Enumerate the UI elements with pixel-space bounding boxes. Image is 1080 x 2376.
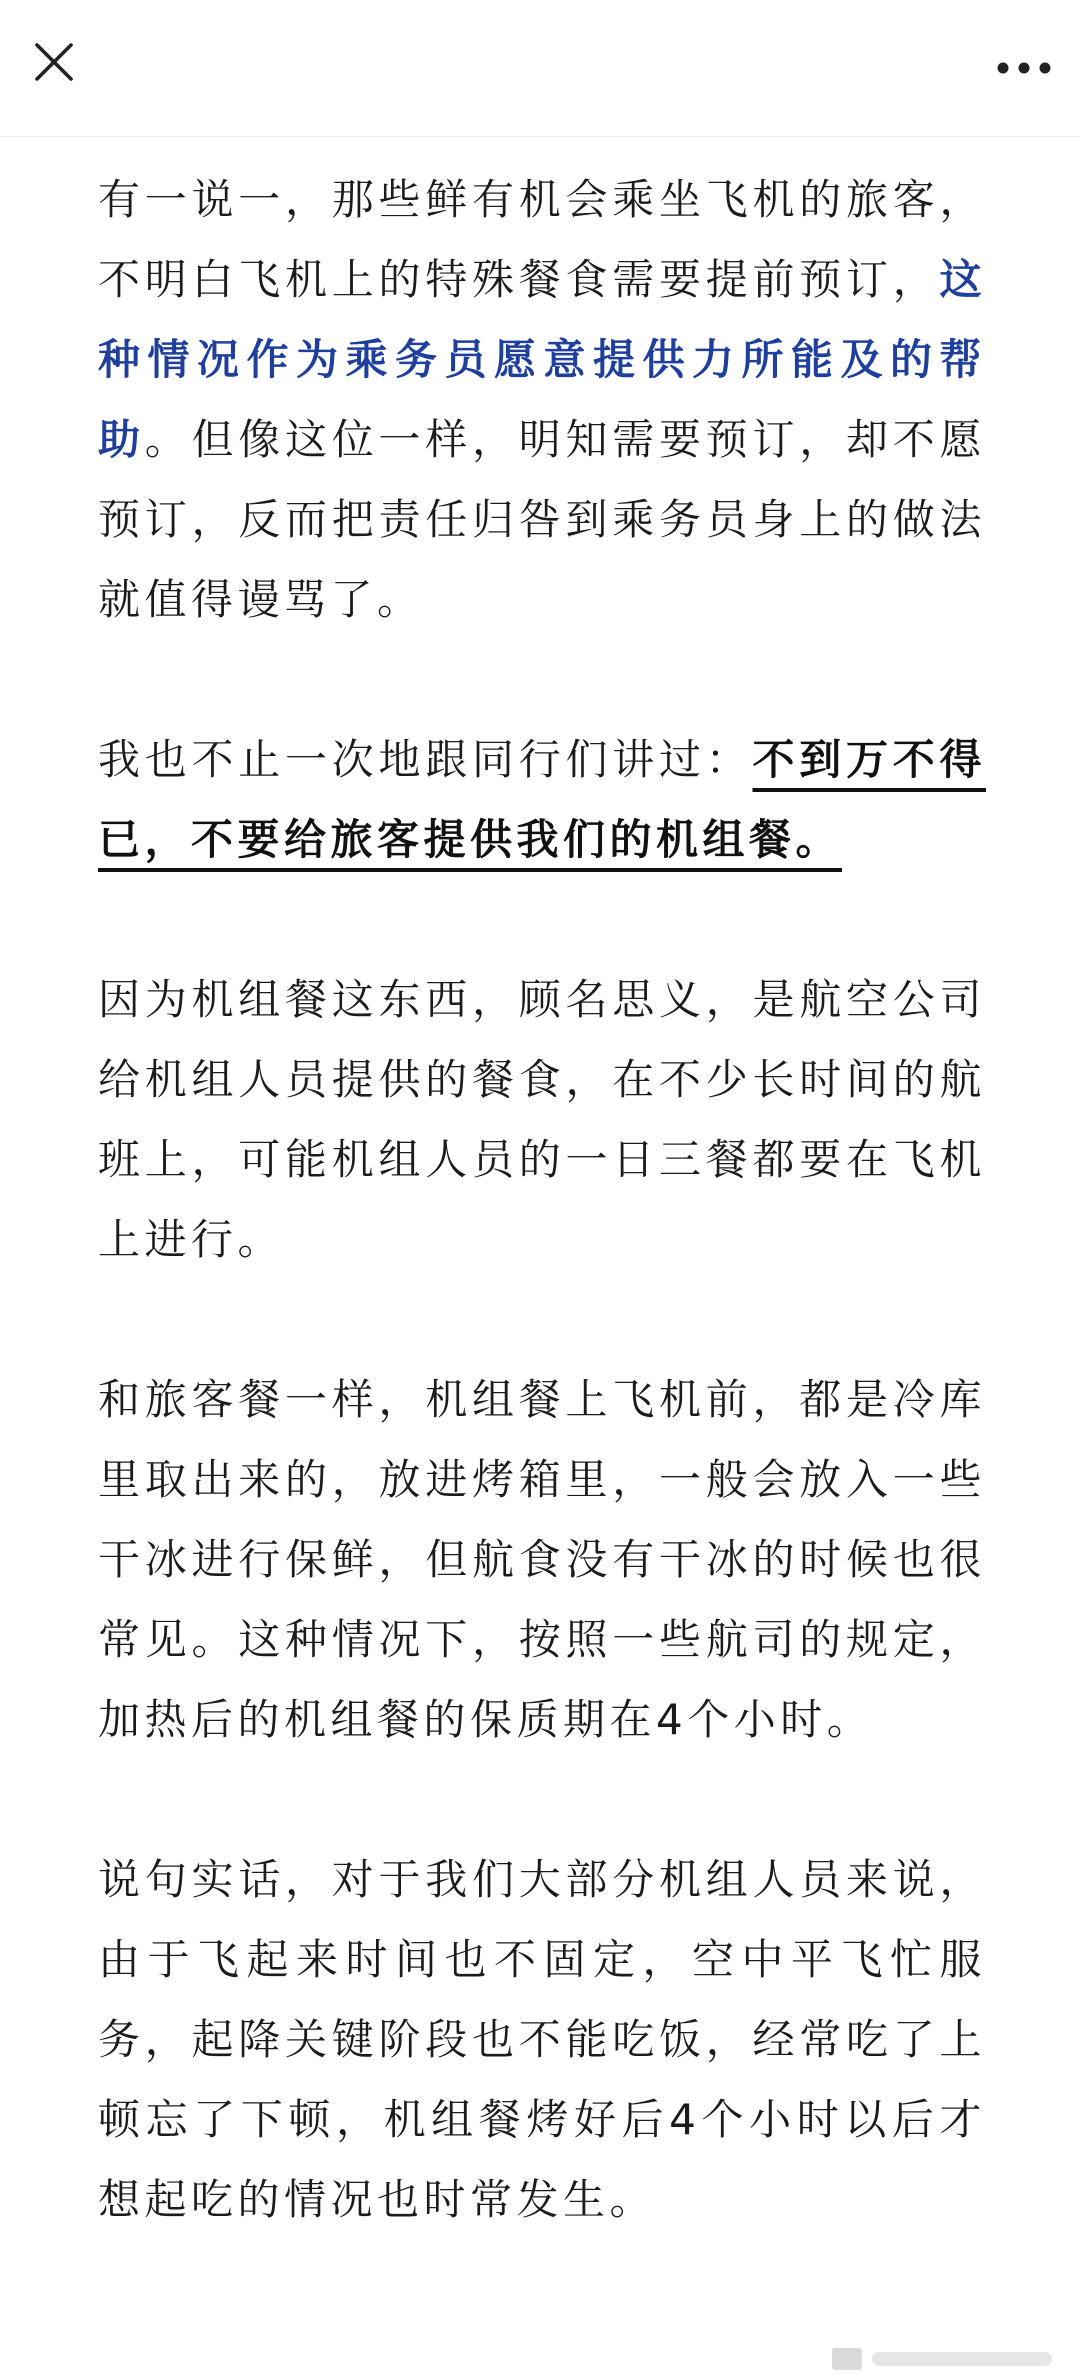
paragraph-3: 因为机组餐这东西，顾名思义，是航空公司给机组人员提供的餐食，在不少长时间的航班上，可能机组人员的一日三餐都要在飞机上进行。 (98, 975, 986, 1264)
paragraph-5: 说句实话，对于我们大部分机组人员来说，由于飞起来时间也不固定，空中平飞忙服务，起降关键阶段也不能吃饭，经常吃了上顿忘了下顿，机组餐烤好后4个小时以后才想起吃的情况也时常发生。 (98, 1855, 986, 2224)
more-dots-icon (996, 61, 1052, 75)
more-options-button[interactable] (988, 40, 1060, 96)
paragraph-1 (98, 160, 986, 640)
paragraph-4: 和旅客餐一样，机组餐上飞机前，都是冷库里取出来的，放进烤箱里，一般会放入一些干冰进行保鲜，但航食没有干冰的时候也很常见。这种情况下，按照一些航司的规定，加热后的机组餐的保质期在4个小时。 (98, 1375, 986, 1744)
paragraph-1-highlight: 这种情况作为乘务员愿意提供力所能及的帮助 (98, 255, 986, 464)
close-icon (33, 41, 75, 83)
paragraph-2 (98, 720, 986, 880)
paragraph-2-lead: 我也不止一次地跟同行们讲过： (98, 735, 753, 784)
top-bar (0, 0, 1080, 137)
paragraph-1-tail: 。但像这位一样，明知需要预订，却不愿预订，反而把责任归咎到乘务员身上的做法就值得谩骂了。 (98, 415, 986, 624)
paragraph-2-highlight: 不到万不得已，不要给旅客提供我们的机组餐。 (98, 735, 986, 864)
close-button[interactable] (22, 30, 86, 94)
paragraph-1-lead: 有一说一，那些鲜有机会乘坐飞机的旅客，不明白飞机上的特殊餐食需要提前预订， (98, 175, 986, 304)
article-body (98, 160, 986, 2240)
watermark-icon (832, 2344, 1062, 2374)
